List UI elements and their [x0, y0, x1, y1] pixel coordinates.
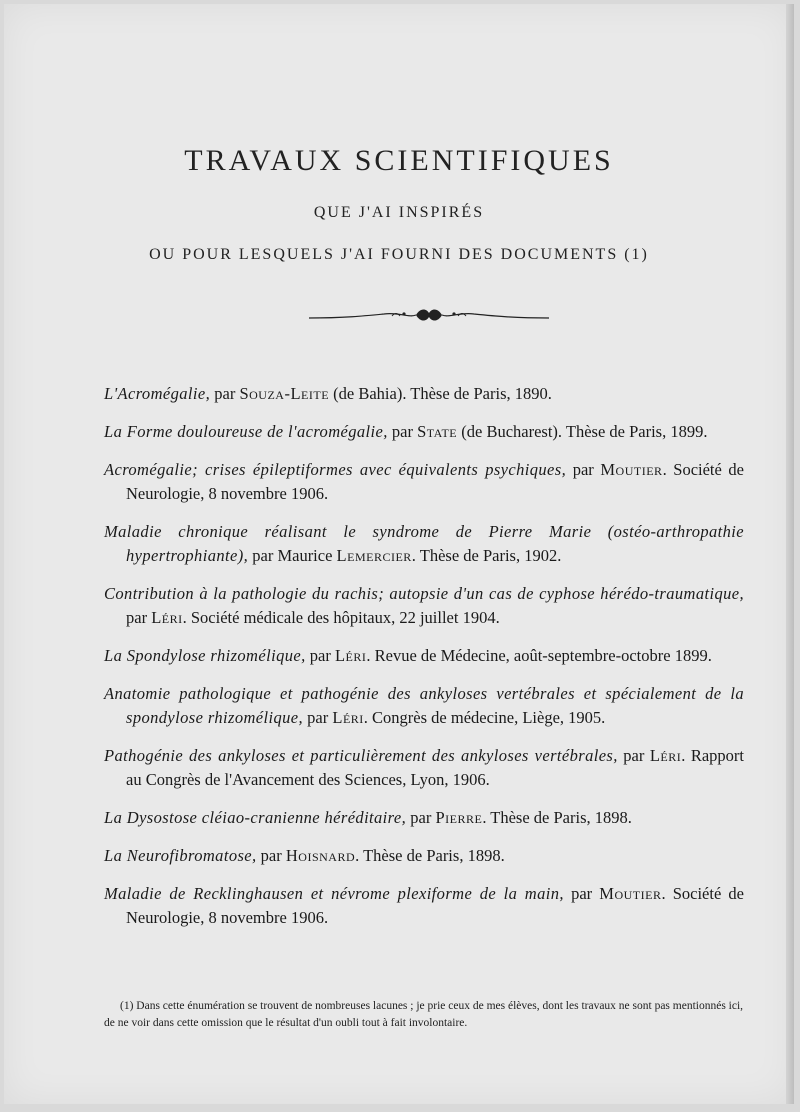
list-item: Contribution à la pathologie du rachis; autopsie d'un cas de cyphose hérédo-traumatique, par Léri. Société médicale des hôpitaux, 22 juillet 1904.: [104, 584, 744, 627]
page-subtitle-line-2: OU POUR LESQUELS J'AI FOURNI DES DOCUMENTS (1): [149, 246, 649, 263]
list-item: La Neurofibromatose, par Hoisnard. Thèse de Paris, 1898.: [104, 846, 505, 865]
page-subtitle-line-1: QUE J'AI INSPIRÉS: [313, 204, 485, 221]
document-page: [4, 4, 794, 1104]
list-item: Maladie de Recklinghausen et névrome plexiforme de la main, par Moutier. Société de Neurologie, 8 novembre 1906.: [104, 884, 744, 927]
list-item: La Forme douloureuse de l'acromégalie, par State (de Bucharest). Thèse de Paris, 1899.: [104, 422, 708, 441]
list-item: Acromégalie; crises épileptiformes avec équivalents psychiques, par Moutier. Société de Neurologie, 8 novembre 1906.: [104, 460, 745, 503]
works-list: [104, 382, 744, 944]
list-item: Maladie chronique réalisant le syndrome de Pierre Marie (ostéo-arthropathie hypertrophiante), par Maurice Lemercier. Thèse de Paris, 1902.: [104, 522, 744, 565]
list-item: Anatomie pathologique et pathogénie des ankyloses vertébrales et spécialement de la spondylose rhizomélique, par Léri. Congrès de médecine, Liège, 1905.: [104, 684, 744, 727]
list-item: Pathogénie des ankyloses et particulièrement des ankyloses vertébrales, par Léri. Rapport au Congrès de l'Avancement des Sciences, Lyon, 1906.: [104, 746, 745, 789]
decorative-ornament-icon: [304, 304, 554, 328]
list-item: La Spondylose rhizomélique, par Léri. Revue de Médecine, août-septembre-octobre 1899.: [104, 646, 712, 665]
list-item: L'Acromégalie, par Souza-Leite (de Bahia). Thèse de Paris, 1890.: [104, 384, 552, 403]
page-title: TRAVAUX SCIENTIFIQUES: [184, 144, 614, 177]
list-item: La Dysostose cléiao-cranienne héréditaire, par Pierre. Thèse de Paris, 1898.: [104, 808, 632, 827]
footnote: (1) Dans cette énumération se trouvent de nombreuses lacunes ; je prie ceux de mes élèves, dont les travaux ne sont pas mentionnés ici, de ne voir dans cette omission que le résultat d'un oubli tout à fait involontaire.: [104, 1000, 744, 1029]
